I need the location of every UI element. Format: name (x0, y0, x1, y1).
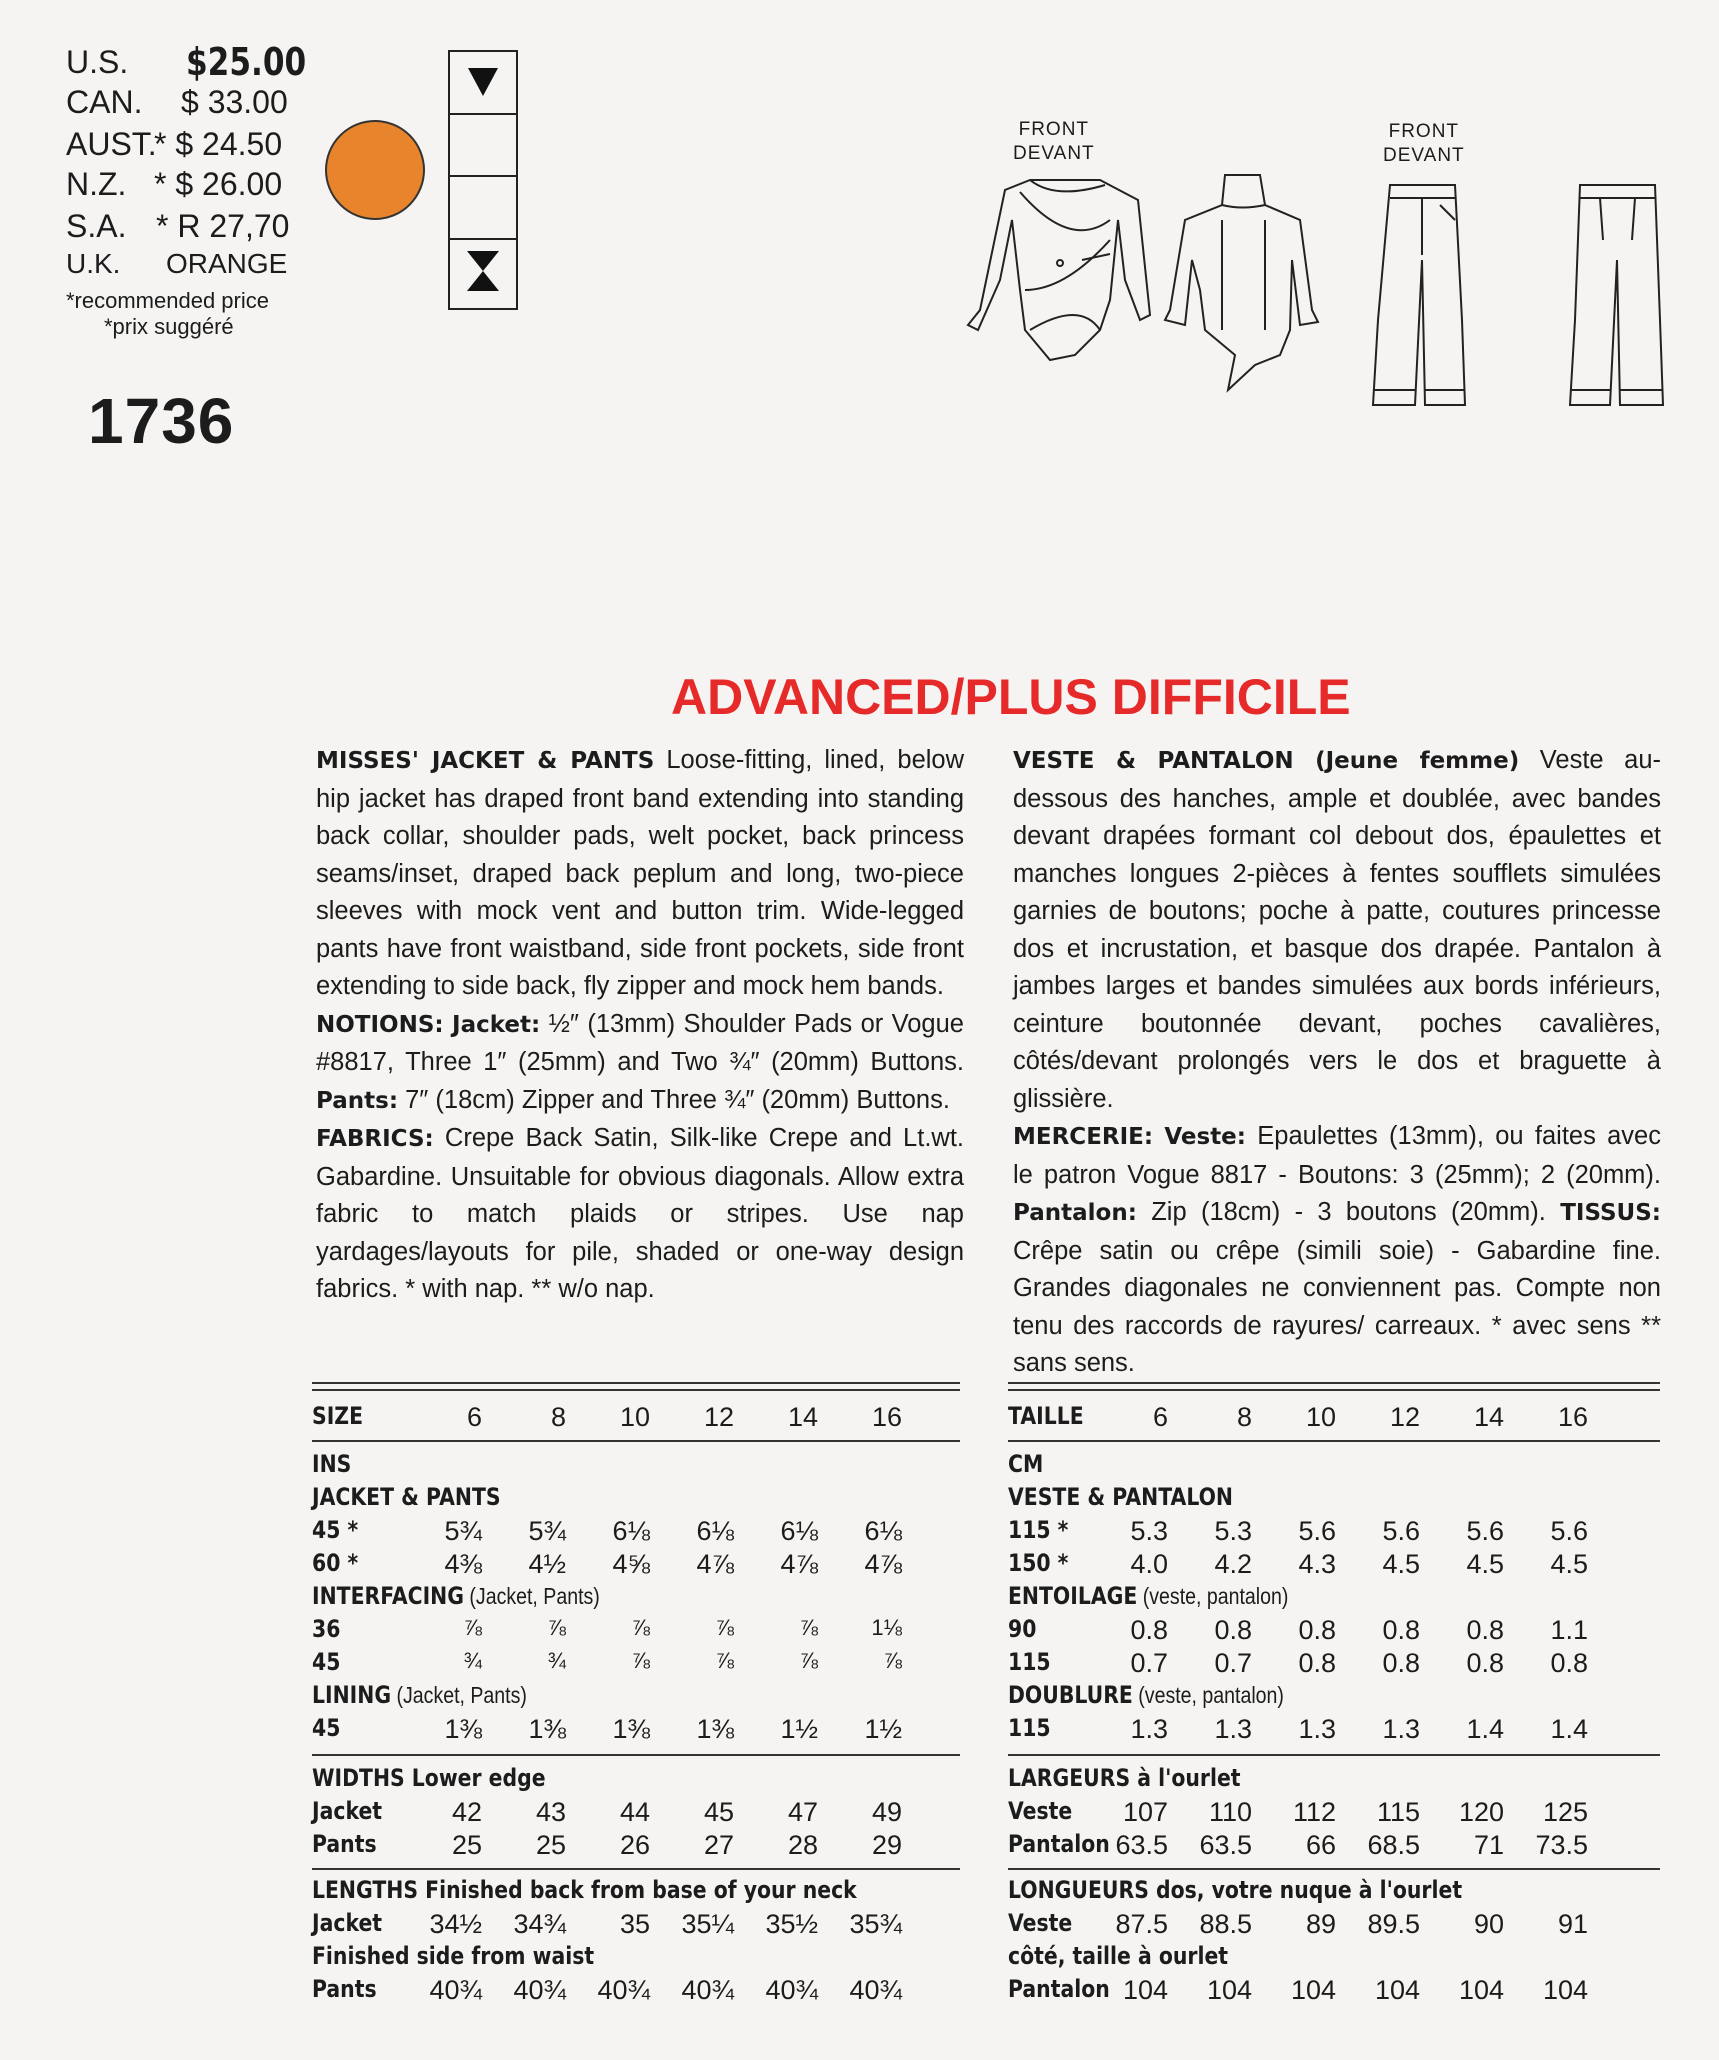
mercerie-pantalon-text: Zip (18cm) - 3 boutons (20mm). (1136, 1198, 1546, 1226)
value-cell: 4.5 (1382, 1549, 1420, 1579)
value-cell: 1⅜ (528, 1714, 566, 1744)
price-value: ORANGE (166, 248, 288, 279)
value-cell: 1.1 (1550, 1615, 1588, 1645)
difficulty-heading: ADVANCED/PLUS DIFFICILE (671, 669, 1351, 725)
front-label-en: FRONT (1018, 119, 1090, 140)
value-cell: 0.8 (1382, 1615, 1420, 1645)
value-cell: 0.8 (1550, 1648, 1588, 1678)
price-note-fr: *prix suggéré (104, 314, 234, 339)
value-cell: 125 (1542, 1797, 1588, 1827)
price-value: * $ 24.50 (154, 126, 283, 162)
row-label: 60 * (312, 1549, 359, 1577)
table-rule (1008, 1868, 1660, 1870)
value-cell: 28 (787, 1830, 818, 1860)
price-country: U.S. (66, 44, 129, 80)
price-value: $25.00 (186, 40, 307, 84)
section-label: ENTOILAGE (1008, 1582, 1138, 1610)
row-label: Pantalon (1008, 1830, 1110, 1858)
price-note-en: *recommended price (66, 288, 269, 313)
section-label: LONGUEURS dos, votre nuque à l'ourlet (1008, 1876, 1463, 1904)
value-cell: 0.8 (1466, 1648, 1504, 1678)
value-cell: 89 (1305, 1909, 1336, 1939)
value-cell: 5.6 (1298, 1516, 1336, 1546)
value-cell: 0.8 (1382, 1648, 1420, 1678)
section-label: VESTE & PANTALON (1008, 1483, 1234, 1511)
value-cell: 1½ (864, 1714, 902, 1744)
garment-desc-fr: Veste au-dessous des hanches, ample et doublée, avec bandes devant drapées formant col debout dos, épaulettes et manches longues 2-pièces à fentes soufflets simulées garnies de boutons; poche à patte, coutures princesse dos et incrustation, et basque dos drapée. Pantalon à jambes larges et bandes simulées aux bords inférieurs, ceinture boutonnée devant, poches cavalières, côtés/devant prolongés vers le dos et braguette à glissière. (1013, 746, 1661, 1113)
row-label: 150 * (1008, 1549, 1069, 1577)
section-label: LARGEURS à l'ourlet (1008, 1764, 1241, 1792)
value-cell: 5.6 (1382, 1516, 1420, 1546)
table-rule (1008, 1440, 1660, 1442)
value-cell: 1⅜ (444, 1714, 482, 1744)
value-cell: 1½ (780, 1714, 818, 1744)
value-cell: 40¾ (765, 1975, 818, 2005)
value-cell: 5.6 (1466, 1516, 1504, 1546)
value-cell: 1.4 (1550, 1714, 1588, 1744)
yardage-table-fr (1008, 1382, 1660, 2012)
value-cell: 104 (1542, 1975, 1588, 2005)
section-label: Finished side from waist (312, 1942, 595, 1970)
row-label: 115 (1008, 1714, 1051, 1742)
pattern-number: 1736 (88, 385, 235, 457)
size-cell: 10 (1305, 1402, 1336, 1432)
section-label: LINING (312, 1681, 392, 1709)
value-cell: 5.3 (1130, 1516, 1168, 1546)
value-cell: 5¾ (444, 1516, 482, 1546)
pattern-marks-box (448, 50, 518, 310)
value-cell: 35¾ (849, 1909, 902, 1939)
value-cell: 0.8 (1214, 1615, 1252, 1645)
value-cell: 35¼ (681, 1909, 734, 1939)
row-label: Pantalon (1008, 1975, 1110, 2003)
mark-cell (450, 240, 516, 303)
value-cell: 40¾ (429, 1975, 482, 2005)
row-label: Veste (1008, 1909, 1073, 1937)
value-cell: 87.5 (1115, 1909, 1168, 1939)
value-cell: 26 (619, 1830, 650, 1860)
size-cell: 8 (1236, 1402, 1252, 1432)
value-cell: 0.7 (1214, 1648, 1252, 1678)
value-cell: 1.3 (1298, 1714, 1336, 1744)
price-country: S.A. (66, 208, 127, 244)
value-cell: 25 (535, 1830, 566, 1860)
value-cell: ⅞ (799, 1648, 818, 1673)
price-row (66, 126, 283, 163)
front-label-en: FRONT (1388, 121, 1460, 142)
row-label: Pants (312, 1830, 377, 1858)
price-row (66, 166, 283, 203)
pants-back-illustration (1570, 185, 1663, 405)
fabrics-text: Crepe Back Satin, Silk-like Crepe and Lt.wt. Gabardine. Unsuitable for obvious diagonals. Allow extra fabric to match plaids or stripes. Use nap yardages/layouts for pile, shaded or one-way design fabrics. * with nap. ** w/o nap. (316, 1124, 964, 1303)
value-cell: 47 (787, 1797, 818, 1827)
value-cell: 34½ (429, 1909, 482, 1939)
description-french (1013, 742, 1661, 1383)
front-label-fr: DEVANT (1013, 143, 1095, 164)
value-cell: ¾ (463, 1648, 482, 1673)
value-cell: 90 (1473, 1909, 1504, 1939)
value-cell: 6⅛ (612, 1516, 650, 1546)
price-country: U.K. (66, 248, 121, 279)
jacket-back-illustration (1165, 175, 1318, 390)
value-cell: 4.2 (1214, 1549, 1252, 1579)
value-cell: ⅞ (463, 1615, 482, 1640)
mark-cell (450, 177, 516, 240)
value-cell: 1⅜ (612, 1714, 650, 1744)
value-cell: 49 (871, 1797, 902, 1827)
row-label: 36 (312, 1615, 341, 1643)
section-label: INS (312, 1450, 352, 1478)
value-cell: 29 (871, 1830, 902, 1860)
mercerie-veste-text: Epaulettes (13mm), ou faites avec le patron Vogue 8817 - Boutons: 3 (25mm); 2 (20mm). (1013, 1122, 1661, 1189)
section-label: LENGTHS Finished back from base of your neck (312, 1876, 857, 1904)
value-cell: 40¾ (513, 1975, 566, 2005)
notions-pants-label: Pants: (316, 1087, 399, 1114)
tissus-text: Crêpe satin ou crêpe (simili soie) - Gabardine fine. Grandes diagonales ne conviennent pas. Compte non tenu des raccords de rayures/ carreaux. * avec sens ** sans sens. (1013, 1236, 1661, 1377)
hourglass-icon (465, 249, 501, 293)
size-header: SIZE (312, 1402, 364, 1430)
value-cell: 104 (1206, 1975, 1252, 2005)
value-cell: 44 (619, 1797, 650, 1827)
value-cell: 63.5 (1115, 1830, 1168, 1860)
value-cell: 4⅝ (612, 1549, 650, 1579)
size-cell: 16 (1557, 1402, 1588, 1432)
garment-title-en: MISSES' JACKET & PANTS (316, 748, 655, 774)
value-cell: 63.5 (1199, 1830, 1252, 1860)
value-cell: 1.3 (1130, 1714, 1168, 1744)
table-rule (312, 1440, 960, 1442)
table-rule (312, 1754, 960, 1756)
value-cell: 34¾ (513, 1909, 566, 1939)
value-cell: 4.5 (1550, 1549, 1588, 1579)
value-cell: ⅞ (715, 1648, 734, 1673)
row-label: Jacket (312, 1797, 383, 1825)
price-row (66, 248, 288, 280)
row-label: Pants (312, 1975, 377, 2003)
value-cell: 1⅜ (696, 1714, 734, 1744)
section-label: JACKET & PANTS (312, 1483, 501, 1511)
row-label: 45 * (312, 1516, 359, 1544)
tissus-label: TISSUS: (1560, 1200, 1661, 1226)
value-cell: 0.8 (1130, 1615, 1168, 1645)
size-cell: 6 (466, 1402, 482, 1432)
value-cell: 35 (619, 1909, 650, 1939)
value-cell: 4⅞ (780, 1549, 818, 1579)
mercerie-veste-label: Veste: (1164, 1124, 1246, 1150)
row-label: 115 * (1008, 1516, 1069, 1544)
size-cell: 10 (619, 1402, 650, 1432)
section-label: INTERFACING (312, 1582, 464, 1610)
pants-front-illustration (1373, 185, 1465, 405)
value-cell: 6⅛ (864, 1516, 902, 1546)
row-label: 45 (312, 1714, 341, 1742)
value-cell: 4.5 (1466, 1549, 1504, 1579)
section-note: (Jacket, Pants) (391, 1682, 527, 1708)
value-cell: 5.6 (1550, 1516, 1588, 1546)
value-cell: 1.4 (1466, 1714, 1504, 1744)
section-label: DOUBLURE (1008, 1681, 1133, 1709)
price-color-dot (325, 120, 425, 220)
value-cell: 68.5 (1367, 1830, 1420, 1860)
section-note: (veste, pantalon) (1137, 1583, 1289, 1609)
value-cell: 5¾ (528, 1516, 566, 1546)
price-row (66, 84, 288, 121)
price-value: * $ 26.00 (154, 166, 283, 202)
row-label: 45 (312, 1648, 341, 1676)
value-cell: 1.3 (1214, 1714, 1252, 1744)
mercerie-label: MERCERIE: (1013, 1124, 1154, 1150)
value-cell: ⅞ (883, 1648, 902, 1673)
section-label: CM (1008, 1450, 1044, 1478)
price-value: * R 27,70 (156, 208, 290, 244)
value-cell: 4⅜ (444, 1549, 482, 1579)
value-cell: ¾ (547, 1648, 566, 1673)
price-country: AUST. (66, 126, 157, 162)
value-cell: 43 (535, 1797, 566, 1827)
jacket-front-illustration (968, 180, 1150, 360)
value-cell: 0.7 (1130, 1648, 1168, 1678)
size-cell: 16 (871, 1402, 902, 1432)
value-cell: 73.5 (1535, 1830, 1588, 1860)
garment-desc-en: Loose-fitting, lined, below hip jacket has draped front band extending into standing back collar, shoulder pads, welt pocket, back princess seams/inset, draped back peplum and long, two-piece sleeves with mock vent and button trim. Wide-legged pants have front waistband, side front pockets, side front extending to side back, fly zipper and mock hem bands. (316, 746, 965, 1000)
price-row (66, 208, 290, 245)
section-label: WIDTHS Lower edge (312, 1764, 546, 1792)
value-cell: 45 (703, 1797, 734, 1827)
notions-label: NOTIONS: (316, 1011, 444, 1038)
value-cell: ⅞ (631, 1648, 650, 1673)
value-cell: 104 (1122, 1975, 1168, 2005)
notions-jacket-label: Jacket: (452, 1011, 541, 1038)
price-value: $ 33.00 (181, 84, 288, 120)
value-cell: 4⅞ (696, 1549, 734, 1579)
size-header: TAILLE (1008, 1402, 1084, 1430)
value-cell: 4.0 (1130, 1549, 1168, 1579)
value-cell: 6⅛ (780, 1516, 818, 1546)
value-cell: 40¾ (849, 1975, 902, 2005)
description-english (316, 742, 964, 1309)
value-cell: 89.5 (1367, 1909, 1420, 1939)
value-cell: ⅞ (547, 1615, 566, 1640)
size-cell: 8 (550, 1402, 566, 1432)
row-label: 90 (1008, 1615, 1037, 1643)
value-cell: 35½ (765, 1909, 818, 1939)
value-cell: 1⅛ (871, 1615, 902, 1640)
value-cell: 40¾ (597, 1975, 650, 2005)
value-cell: 66 (1305, 1830, 1336, 1860)
table-rule (312, 1868, 960, 1870)
value-cell: 0.8 (1298, 1615, 1336, 1645)
section-note: (veste, pantalon) (1132, 1682, 1284, 1708)
value-cell: 120 (1458, 1797, 1504, 1827)
value-cell: 107 (1122, 1797, 1168, 1827)
size-cell: 14 (1473, 1402, 1504, 1432)
value-cell: ⅞ (715, 1615, 734, 1640)
value-cell: 27 (703, 1830, 734, 1860)
value-cell: ⅞ (631, 1615, 650, 1640)
fabrics-label: FABRICS: (316, 1126, 434, 1152)
value-cell: 110 (1208, 1797, 1252, 1827)
mark-cell (450, 115, 516, 178)
table-rule (312, 1382, 960, 1391)
row-label: Veste (1008, 1797, 1073, 1825)
value-cell: 104 (1458, 1975, 1504, 2005)
size-cell: 12 (1389, 1402, 1420, 1432)
table-rule (1008, 1754, 1660, 1756)
row-label: Jacket (312, 1909, 383, 1937)
value-cell: 112 (1292, 1797, 1336, 1827)
value-cell: 115 (1376, 1797, 1420, 1827)
front-label-fr: DEVANT (1383, 145, 1465, 166)
price-row (66, 40, 307, 84)
size-cell: 12 (703, 1402, 734, 1432)
row-label: 115 (1008, 1648, 1051, 1676)
table-rule (1008, 1382, 1660, 1391)
price-country: N.Z. (66, 166, 127, 202)
value-cell: ⅞ (799, 1615, 818, 1640)
value-cell: 4½ (528, 1549, 566, 1579)
front-label-jacket (1013, 118, 1095, 166)
value-cell: 5.3 (1214, 1516, 1252, 1546)
garment-title-fr: VESTE & PANTALON (Jeune femme) (1013, 748, 1520, 774)
value-cell: 0.8 (1298, 1648, 1336, 1678)
value-cell: 88.5 (1199, 1909, 1252, 1939)
section-note: (Jacket, Pants) (463, 1583, 600, 1609)
mercerie-pantalon-label: Pantalon: (1013, 1200, 1137, 1226)
size-cell: 14 (787, 1402, 818, 1432)
value-cell: 0.8 (1466, 1615, 1504, 1645)
value-cell: 40¾ (681, 1975, 734, 2005)
value-cell: 104 (1374, 1975, 1420, 2005)
value-cell: 91 (1557, 1909, 1588, 1939)
down-triangle-icon (466, 65, 500, 99)
value-cell: 4.3 (1298, 1549, 1336, 1579)
value-cell: 42 (451, 1797, 482, 1827)
size-cell: 6 (1152, 1402, 1168, 1432)
value-cell: 71 (1473, 1830, 1504, 1860)
notions-jacket-text: ½″ (13mm) Shoulder Pads or Vogue #8817, Three 1″ (25mm) and Two ¾″ (20mm) Buttons. (316, 1009, 964, 1076)
value-cell: 1.3 (1382, 1714, 1420, 1744)
garment-illustrations (960, 160, 1690, 420)
value-cell: 4⅞ (864, 1549, 902, 1579)
notions-pants-text: 7″ (18cm) Zipper and Three ¾″ (20mm) Buttons. (398, 1085, 950, 1114)
section-label: côté, taille à ourlet (1008, 1942, 1229, 1970)
value-cell: 6⅛ (696, 1516, 734, 1546)
mark-cell (450, 52, 516, 115)
price-country: CAN. (66, 84, 143, 120)
yardage-table-en (312, 1382, 960, 2012)
value-cell: 25 (451, 1830, 482, 1860)
value-cell: 104 (1290, 1975, 1336, 2005)
